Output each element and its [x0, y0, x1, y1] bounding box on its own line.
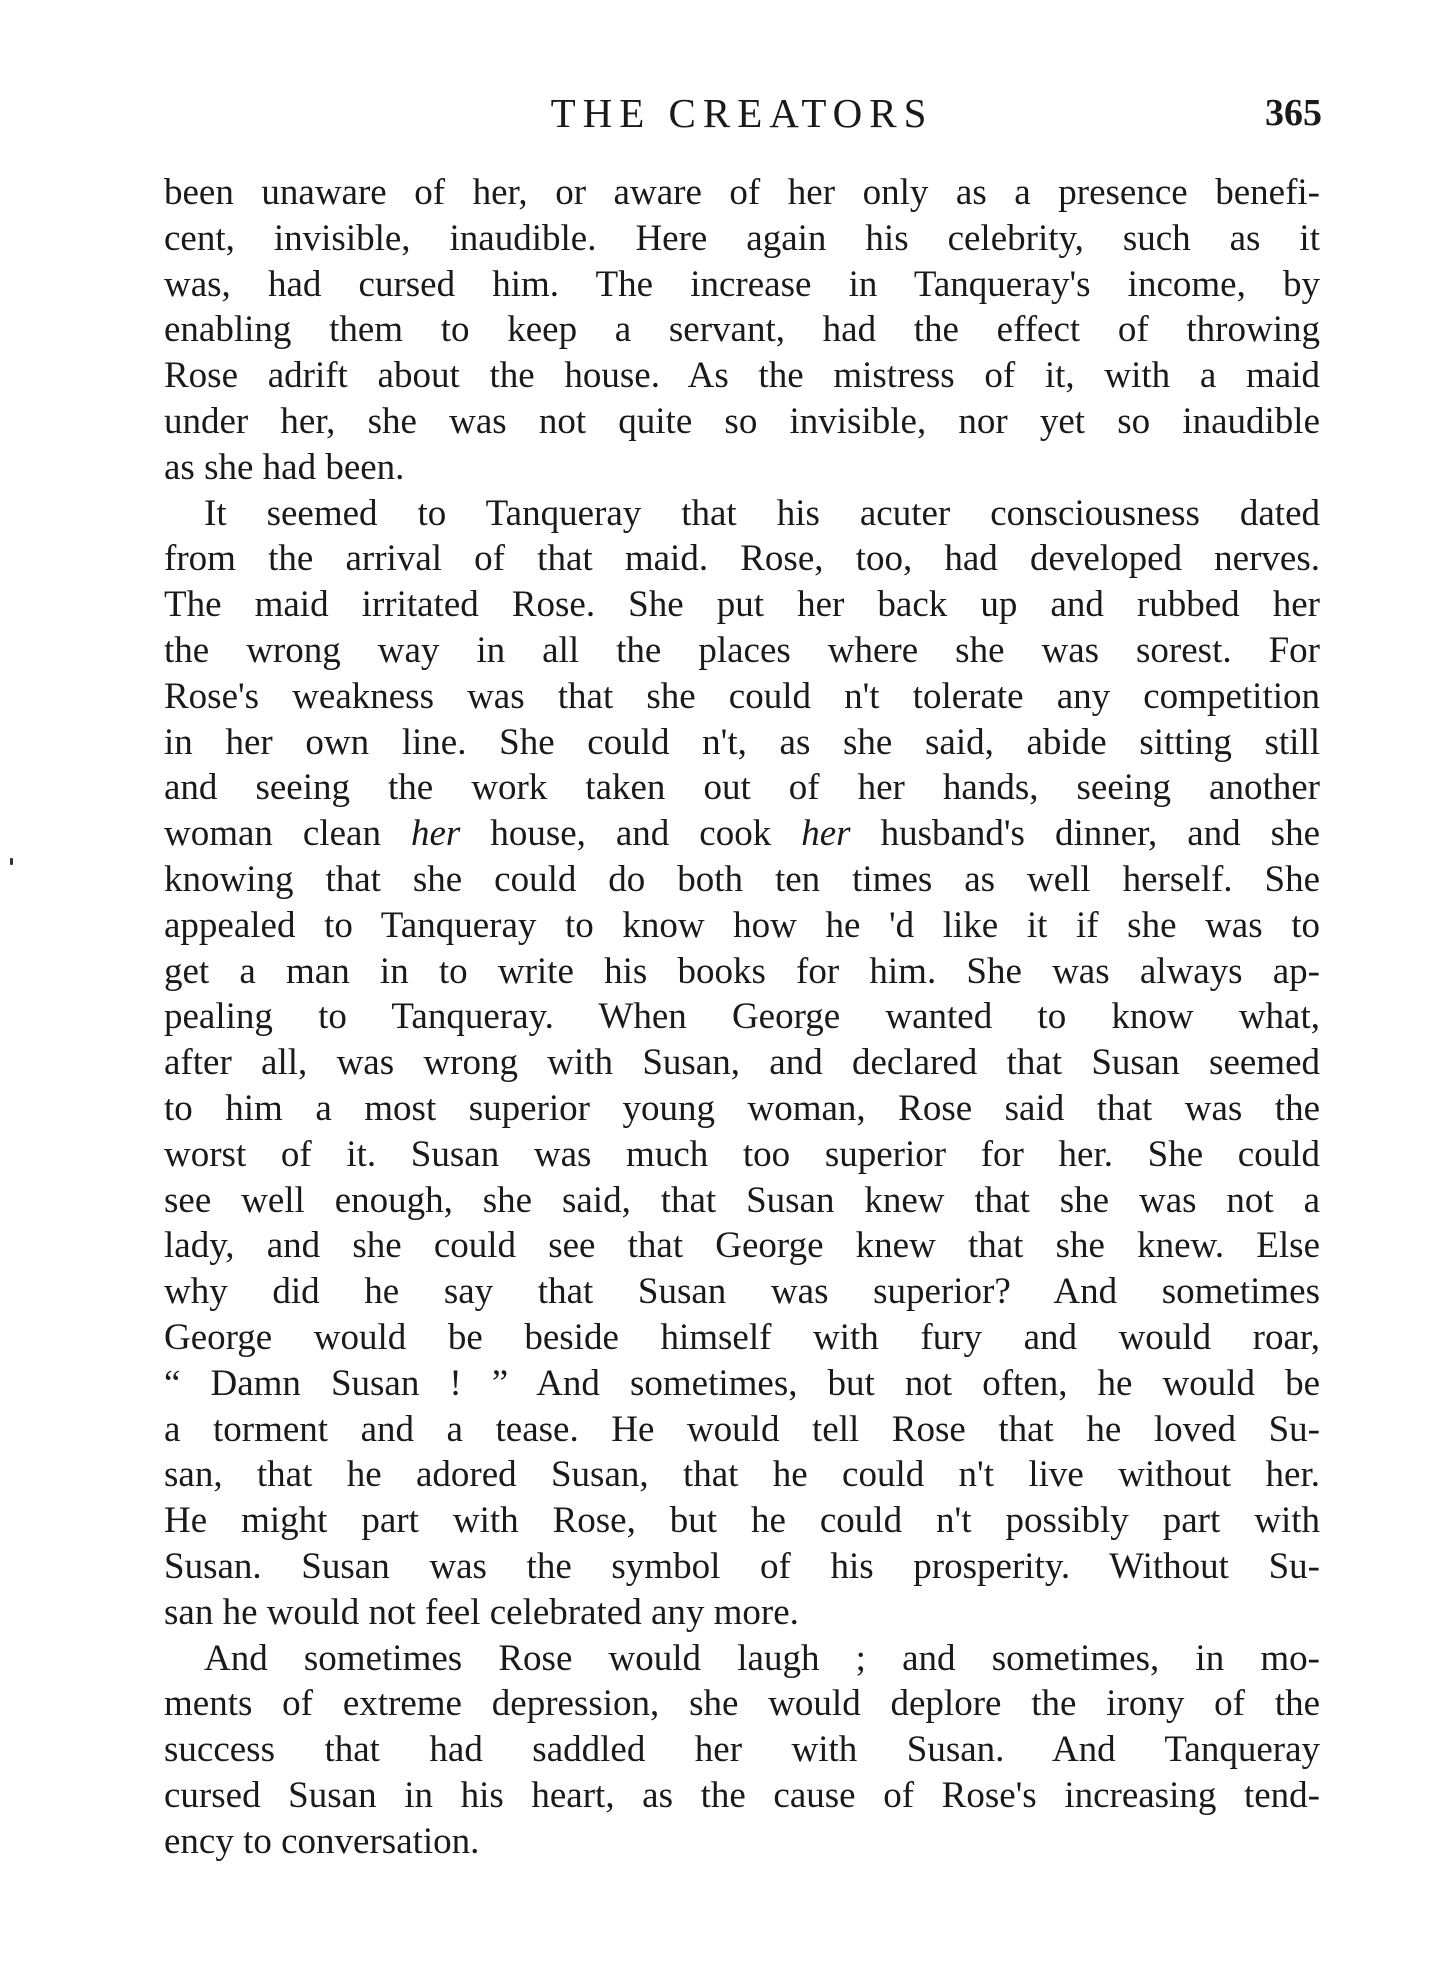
page-number: 365: [1265, 92, 1322, 134]
text-line: a torment and a tease. He would tell Rose that he loved Su-: [164, 1408, 1320, 1450]
text-line: cursed Susan in his heart, as the cause of Rose's increasing tend-: [164, 1774, 1320, 1816]
text-line: appealed to Tanqueray to know how he 'd like it if she was to: [164, 904, 1320, 946]
text-line: cent, invisible, inaudible. Here again his celebrity, such as it: [164, 217, 1320, 259]
scan-speck: [10, 858, 13, 865]
running-title: THE CREATORS: [550, 90, 934, 136]
text-line: George would be beside himself with fury and would roar,: [164, 1316, 1320, 1358]
text-line: why did he say that Susan was superior? And sometimes: [164, 1271, 1320, 1313]
text-line: in her own line. She could n't, as she said, abide sitting still: [164, 721, 1320, 763]
text-line: Rose's weakness was that she could n't tolerate any competition: [164, 675, 1320, 717]
text-line-italic: [164, 811, 1320, 857]
text-line: enabling them to keep a servant, had the effect of throwing: [164, 309, 1320, 351]
text-line: under her, she was not quite so invisible, nor yet so inaudible: [164, 400, 1320, 442]
text-line: to him a most superior young woman, Rose said that was the: [164, 1087, 1320, 1129]
italic-emphasis: her: [410, 813, 461, 855]
text-line: It seemed to Tanqueray that his acuter consciousness dated: [204, 492, 1320, 534]
text-line: He might part with Rose, but he could n't possibly part with: [164, 1500, 1320, 1542]
text-line: get a man in to write his books for him. She was always ap-: [164, 950, 1320, 992]
text-line: lady, and she could see that George knew that she knew. Else: [164, 1225, 1320, 1267]
text-line: ency to conversation.: [164, 1820, 480, 1862]
text-segment: woman clean: [164, 813, 411, 855]
text-line: san, that he adored Susan, that he could n't live without her.: [164, 1454, 1320, 1496]
paragraph-3: [164, 1636, 1320, 1865]
text-line: as she had been.: [164, 446, 405, 488]
paragraph-1: [164, 170, 1320, 491]
text-line: knowing that she could do both ten times as well herself. She: [164, 858, 1320, 900]
text-line: The maid irritated Rose. She put her back up and rubbed her: [164, 584, 1320, 626]
text-segment: house, and cook: [460, 813, 802, 855]
text-line: worst of it. Susan was much too superior for her. She could: [164, 1133, 1320, 1175]
text-line: Rose adrift about the house. As the mistress of it, with a maid: [164, 355, 1320, 397]
text-line: been unaware of her, or aware of her only as a presence benefi-: [164, 172, 1320, 213]
text-segment: husband's dinner, and she: [850, 813, 1320, 855]
paragraph-2: [164, 491, 1320, 1636]
text-line: And sometimes Rose would laugh ; and sometimes, in mo-: [204, 1637, 1320, 1679]
text-line: success that had saddled her with Susan. And Tanqueray: [164, 1729, 1320, 1771]
text-line: pealing to Tanqueray. When George wanted to know what,: [164, 996, 1320, 1038]
text-line: san he would not feel celebrated any more.: [164, 1591, 799, 1633]
text-line: was, had cursed him. The increase in Tanqueray's income, by: [164, 263, 1320, 305]
italic-emphasis: her: [801, 813, 851, 855]
text-line: “ Damn Susan ! ” And sometimes, but not often, he would be: [164, 1362, 1320, 1404]
text-line: after all, was wrong with Susan, and declared that Susan seemed: [164, 1042, 1320, 1084]
text-line: from the arrival of that maid. Rose, too, had developed nerves.: [164, 538, 1320, 580]
body-text: [164, 170, 1320, 1864]
text-line: the wrong way in all the places where she was sorest. For: [164, 629, 1320, 671]
text-line: Susan. Susan was the symbol of his prosperity. Without Su-: [164, 1545, 1320, 1587]
text-line: ments of extreme depression, she would deplore the irony of the: [164, 1683, 1320, 1725]
text-line: see well enough, she said, that Susan knew that she was not a: [164, 1179, 1320, 1221]
running-head: [162, 88, 1322, 138]
text-line: and seeing the work taken out of her hands, seeing another: [164, 767, 1320, 809]
